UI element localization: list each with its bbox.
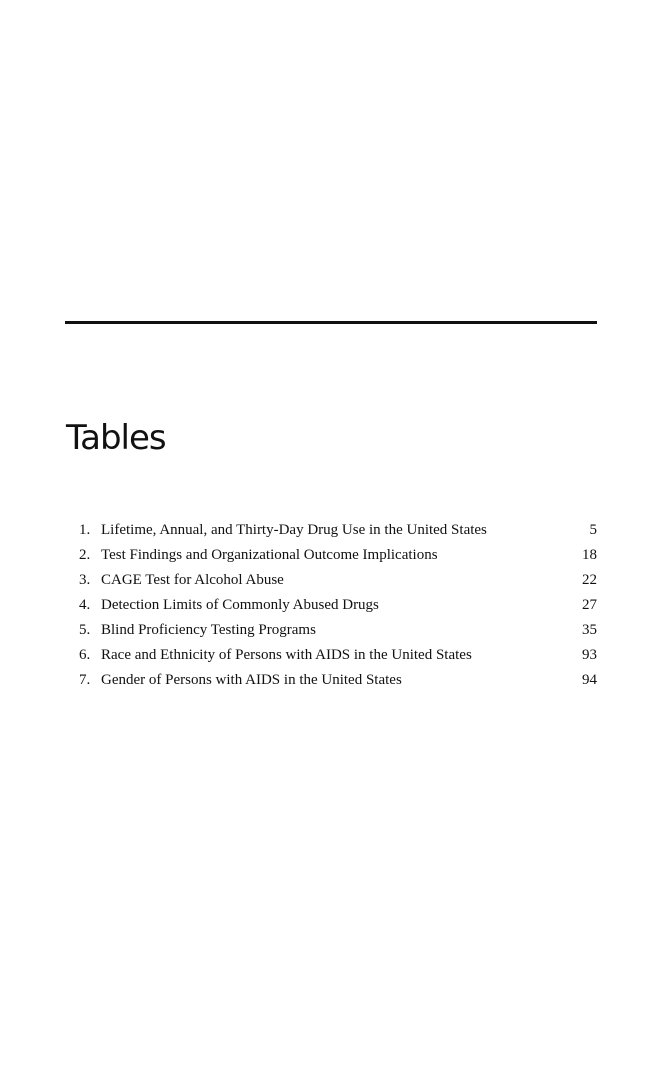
table-list xyxy=(79,518,597,693)
table-title: Blind Proficiency Testing Programs xyxy=(101,622,316,638)
table-list-item[interactable] xyxy=(79,668,597,693)
table-list-item[interactable] xyxy=(79,543,597,568)
table-number: 1. xyxy=(79,522,91,538)
table-list-item[interactable] xyxy=(79,518,597,543)
table-list-item[interactable] xyxy=(79,643,597,668)
page-number: 93 xyxy=(582,647,597,663)
page-number: 22 xyxy=(582,572,597,588)
table-list-item[interactable] xyxy=(79,568,597,593)
table-title: Test Findings and Organizational Outcome Implications xyxy=(101,547,438,563)
table-title: Lifetime, Annual, and Thirty-Day Drug Use in the United States xyxy=(101,522,487,538)
table-title: Gender of Persons with AIDS in the United States xyxy=(101,672,402,688)
page-number: 5 xyxy=(589,522,597,538)
table-number: 6. xyxy=(79,647,91,663)
page-number: 35 xyxy=(582,622,597,638)
page-number: 94 xyxy=(582,672,597,688)
table-number: 5. xyxy=(79,622,91,638)
table-title: Race and Ethnicity of Persons with AIDS in the United States xyxy=(101,647,472,663)
table-number: 2. xyxy=(79,547,91,563)
table-list-item[interactable] xyxy=(79,593,597,618)
page-number: 18 xyxy=(582,547,597,563)
table-number: 7. xyxy=(79,672,91,688)
page-title: Tables xyxy=(66,418,166,458)
header-rule xyxy=(65,321,597,324)
table-list-item[interactable] xyxy=(79,618,597,643)
table-title: CAGE Test for Alcohol Abuse xyxy=(101,572,284,588)
table-title: Detection Limits of Commonly Abused Drugs xyxy=(101,597,379,613)
page-number: 27 xyxy=(582,597,597,613)
table-number: 3. xyxy=(79,572,91,588)
table-number: 4. xyxy=(79,597,91,613)
